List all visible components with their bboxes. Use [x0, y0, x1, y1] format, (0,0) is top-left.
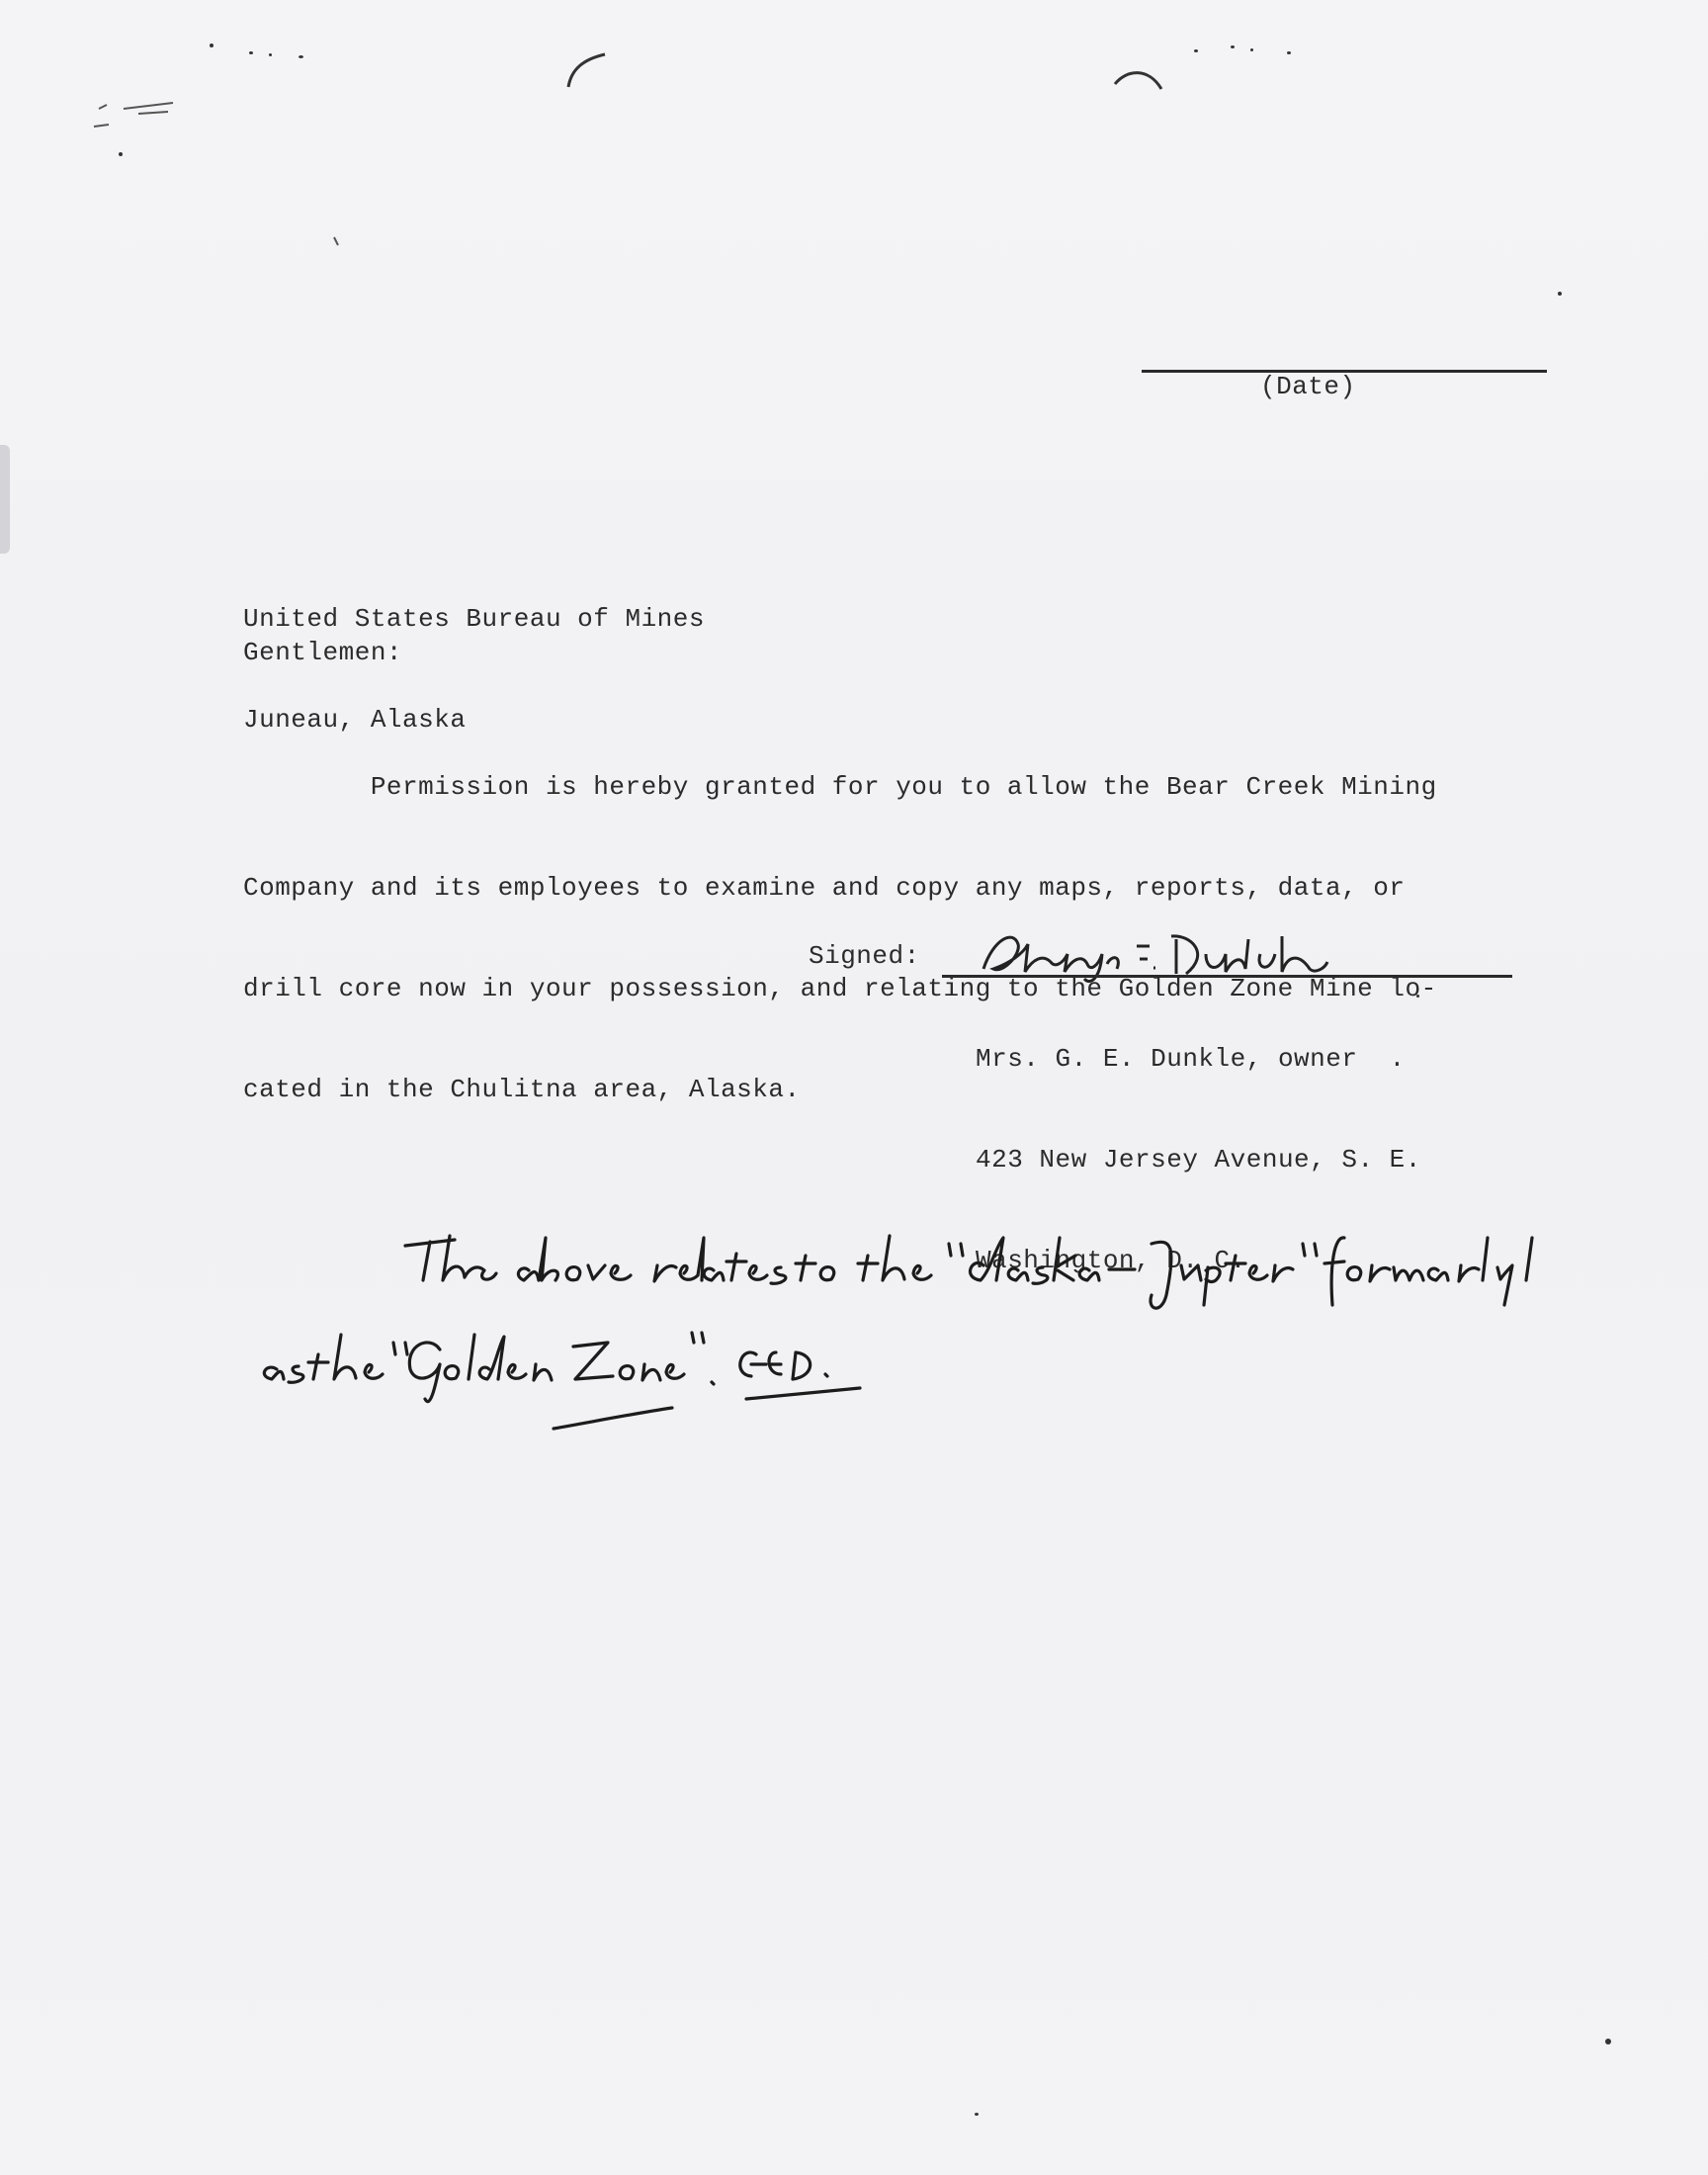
binder-hole-shadow	[0, 445, 10, 554]
body-line: cated in the Chulitna area, Alaska.	[243, 1075, 801, 1104]
addressee-line: Juneau, Alaska	[243, 705, 467, 735]
scan-speck	[1605, 2039, 1611, 2044]
body-line: Permission is hereby granted for you to allow the Bear Creek Mining	[243, 772, 1437, 802]
addressee-line: United States Bureau of Mines	[243, 604, 705, 634]
date-label: (Date)	[1260, 372, 1356, 401]
handwritten-note	[257, 1226, 1542, 1453]
signed-label: Signed:	[809, 941, 920, 971]
signer-line: Washington, D. C.	[976, 1246, 1246, 1275]
signer-line: 423 New Jersey Avenue, S. E.	[976, 1145, 1421, 1174]
top-scan-marks	[0, 0, 1708, 257]
signer-line: Mrs. G. E. Dunkle, owner .	[976, 1044, 1406, 1074]
scan-speck	[1558, 292, 1562, 296]
body-line: Company and its employees to examine and copy any maps, reports, data, or	[243, 873, 1406, 903]
salutation: Gentlemen:	[243, 638, 403, 667]
body-line: drill core now in your possession, and relating to the Golden Zone Mine lo-	[243, 974, 1437, 1003]
scan-speck	[975, 2113, 979, 2116]
